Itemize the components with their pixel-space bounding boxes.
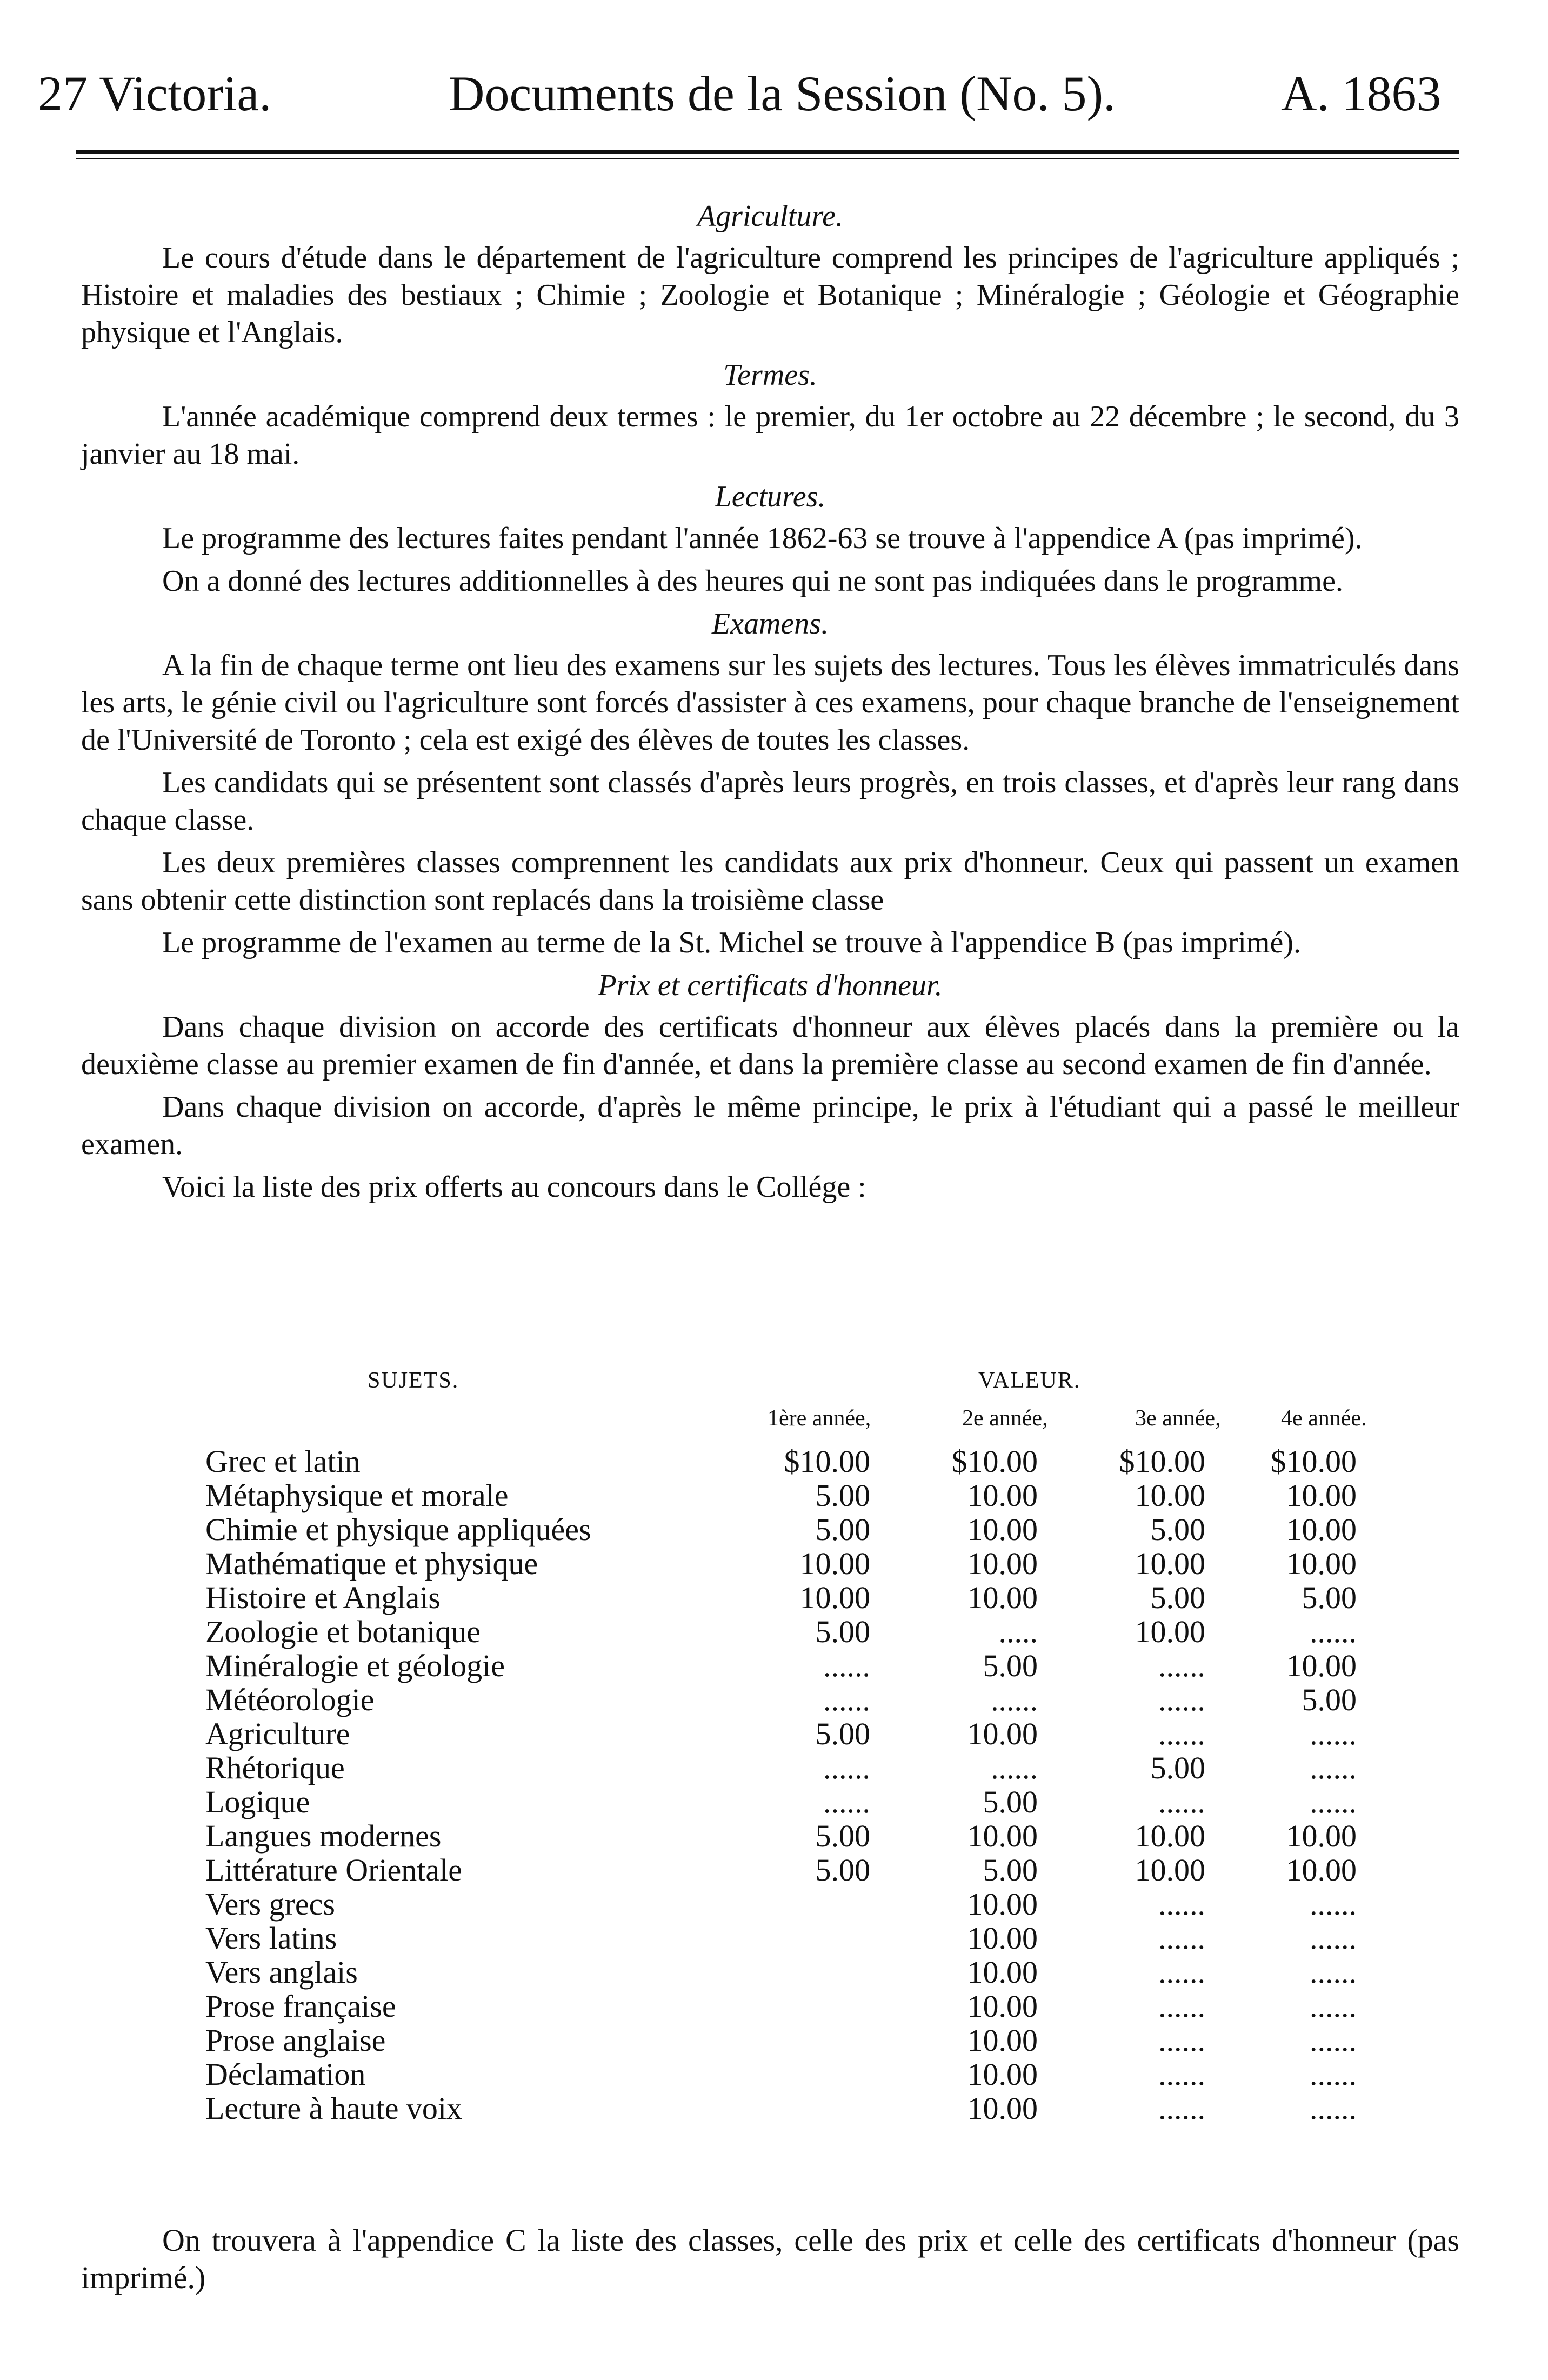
prize-table	[205, 1443, 1449, 2124]
value-cell: 5.00	[983, 1852, 1038, 1888]
value-cell: 5.00	[815, 1512, 870, 1547]
value-cell: 10.00	[967, 1921, 1038, 1956]
value-cell: $10.00	[1119, 1444, 1205, 1479]
table-row	[205, 1886, 1449, 1920]
value-cell: 10.00	[967, 2091, 1038, 2126]
table-row	[205, 2022, 1449, 2056]
value-cell: ......	[991, 1682, 1038, 1717]
table-row	[205, 1579, 1449, 1614]
value-cell: 10.00	[1135, 1818, 1205, 1854]
value-cell: ......	[1158, 1784, 1205, 1819]
value-cell: 10.00	[967, 1989, 1038, 2024]
value-column-header: VALEUR.	[978, 1368, 1081, 1393]
value-cell: ......	[1310, 1614, 1357, 1649]
value-cell: 10.00	[967, 1478, 1038, 1513]
table-row	[205, 1545, 1449, 1579]
value-cell: 10.00	[967, 1886, 1038, 1922]
value-cell: 10.00	[799, 1546, 870, 1581]
value-cell: 10.00	[1135, 1546, 1205, 1581]
value-cell: ......	[1158, 2091, 1205, 2126]
value-cell: ......	[991, 1750, 1038, 1785]
value-cell: 5.00	[1302, 1580, 1357, 1615]
table-row	[205, 1818, 1449, 1852]
value-cell: 10.00	[1286, 1546, 1357, 1581]
subject-cell: Vers anglais	[205, 1955, 358, 1990]
section-heading: Prix et certificats d'honneur.	[598, 969, 943, 1002]
subject-cell: Vers grecs	[205, 1886, 335, 1922]
value-cell: 5.00	[815, 1852, 870, 1888]
paragraph: A la fin de chaque terme ont lieu des examens sur les sujets des lectures. Tous les élèves immatriculés dans les arts, le génie civil ou l'agriculture sont forcés d'assister à ces examens, pour chaque branche de l'enseignement de l'Université de Toronto ; cela est exigé des élèves de toutes les classes.	[81, 649, 1459, 757]
value-cell: ......	[1310, 1716, 1357, 1751]
table-row	[205, 2056, 1449, 2090]
value-cell: 5.00	[1150, 1580, 1205, 1615]
value-cell: 10.00	[1286, 1818, 1357, 1854]
value-cell: ......	[823, 1648, 870, 1683]
subject-cell: Grec et latin	[205, 1444, 361, 1479]
table-row	[205, 1648, 1449, 1682]
paragraph: Le cours d'étude dans le département de l'agriculture comprend les principes de l'agriculture appliqués ; Histoire et maladies des bestiaux ; Chimie ; Zoologie et Botanique ; Minéralogie ; Géologie et Géographie physique et l'Anglais.	[81, 241, 1459, 349]
value-cell: 5.00	[815, 1614, 870, 1649]
table-row	[205, 1511, 1449, 1545]
value-cell: 10.00	[1286, 1852, 1357, 1888]
year-4-header: 4e année.	[1281, 1406, 1367, 1431]
table-row	[205, 1852, 1449, 1886]
subject-cell: Lecture à haute voix	[205, 2091, 463, 2126]
value-cell: 10.00	[1135, 1478, 1205, 1513]
value-cell: $10.00	[951, 1444, 1038, 1479]
value-cell: .....	[998, 1614, 1038, 1649]
value-cell: 10.00	[1286, 1648, 1357, 1683]
value-cell: ......	[1310, 2057, 1357, 2092]
year-2-header: 2e année,	[962, 1406, 1048, 1431]
section-heading: Examens.	[711, 607, 829, 641]
table-row	[205, 1477, 1449, 1511]
footer-note: On trouvera à l'appendice C la liste des classes, celle des prix et celle des certificats d'honneur (pas imprimé.)	[81, 2223, 1459, 2295]
value-cell: 10.00	[967, 2023, 1038, 2058]
value-cell: ......	[1158, 1648, 1205, 1683]
value-cell: $10.00	[1270, 1444, 1357, 1479]
table-row	[205, 1784, 1449, 1818]
value-cell: 10.00	[967, 1512, 1038, 1547]
paragraph: Les candidats qui se présentent sont classés d'après leurs progrès, en trois classes, et d'après leur rang dans chaque classe.	[81, 766, 1459, 837]
subject-cell: Agriculture	[205, 1716, 350, 1751]
paragraph: Le programme des lectures faites pendant l'année 1862-63 se trouve à l'appendice A (pas imprimé).	[162, 522, 1363, 555]
table-row	[205, 1750, 1449, 1784]
header-year: A. 1863	[1281, 66, 1442, 121]
value-cell: 10.00	[967, 1716, 1038, 1751]
subject-cell: Chimie et physique appliquées	[205, 1512, 591, 1547]
subject-cell: Métaphysique et morale	[205, 1478, 509, 1513]
value-cell: 5.00	[815, 1478, 870, 1513]
subject-cell: Langues modernes	[205, 1818, 442, 1854]
subject-cell: Prose anglaise	[205, 2023, 386, 2058]
value-cell: 10.00	[799, 1580, 870, 1615]
value-cell: ......	[1310, 1989, 1357, 2024]
value-cell: ......	[1158, 1921, 1205, 1956]
value-cell: ......	[1310, 2023, 1357, 2058]
value-cell: 10.00	[967, 1818, 1038, 1854]
subject-cell: Littérature Orientale	[205, 1852, 463, 1888]
subject-cell: Minéralogie et géologie	[205, 1648, 505, 1683]
value-cell: 5.00	[815, 1818, 870, 1854]
value-cell: ......	[1310, 1955, 1357, 1990]
header-rule	[76, 150, 1459, 154]
value-cell: 10.00	[1286, 1478, 1357, 1513]
table-row	[205, 2090, 1449, 2124]
paragraph: Le programme de l'examen au terme de la St. Michel se trouve à l'appendice B (pas imprimé).	[162, 926, 1301, 959]
value-cell: 5.00	[1150, 1750, 1205, 1785]
paragraph: Dans chaque division on accorde des certificats d'honneur aux élèves placés dans la première ou la deuxième classe au premier examen de fin d'année, et dans la première classe au second examen de fin d'année.	[81, 1010, 1459, 1081]
header-title: Documents de la Session (No. 5).	[449, 66, 1116, 121]
value-cell: 10.00	[967, 2057, 1038, 2092]
page-header	[38, 16, 1497, 119]
table-row	[205, 1716, 1449, 1750]
value-cell: ......	[1158, 1989, 1205, 2024]
header-volume: 27 Victoria.	[38, 66, 272, 121]
paragraph: Les deux premières classes comprennent les candidats aux prix d'honneur. Ceux qui passent un examen sans obtenir cette distinction sont replacés dans la troisième classe	[81, 846, 1459, 917]
value-cell: 5.00	[1150, 1512, 1205, 1547]
table-row	[205, 1988, 1449, 2022]
value-cell: 10.00	[967, 1546, 1038, 1581]
subject-cell: Météorologie	[205, 1682, 375, 1717]
subject-cell: Zoologie et botanique	[205, 1614, 481, 1649]
value-cell: 10.00	[967, 1955, 1038, 1990]
section-heading: Agriculture.	[697, 199, 844, 233]
value-cell: ......	[1310, 1886, 1357, 1922]
value-cell: ......	[1158, 1955, 1205, 1990]
value-cell: 10.00	[1135, 1614, 1205, 1649]
section-heading: Lectures.	[715, 480, 826, 514]
subject-cell: Vers latins	[205, 1921, 337, 1956]
subject-cell: Logique	[205, 1784, 310, 1819]
table-row	[205, 1682, 1449, 1716]
subject-cell: Mathématique et physique	[205, 1546, 538, 1581]
subject-cell: Rhétorique	[205, 1750, 345, 1785]
value-cell: ......	[1158, 2023, 1205, 2058]
paragraph: L'année académique comprend deux termes : le premier, du 1er octobre au 22 décembre ; le second, du 3 janvier au 18 mai.	[81, 400, 1459, 471]
value-cell: ......	[1158, 2057, 1205, 2092]
value-cell: $10.00	[784, 1444, 870, 1479]
header-rule-thin	[76, 158, 1459, 159]
value-cell: 5.00	[1302, 1682, 1357, 1717]
value-cell: ......	[1158, 1716, 1205, 1751]
subject-cell: Déclamation	[205, 2057, 366, 2092]
value-cell: 10.00	[1286, 1512, 1357, 1547]
value-cell: ......	[1310, 1921, 1357, 1956]
value-cell: ......	[1310, 1784, 1357, 1819]
value-cell: ......	[1158, 1886, 1205, 1922]
document-body	[81, 195, 1459, 1211]
value-cell: ......	[1310, 2091, 1357, 2126]
value-cell: 10.00	[967, 1580, 1038, 1615]
table-row	[205, 1920, 1449, 1954]
table-row	[205, 1443, 1449, 1477]
table-row	[205, 1614, 1449, 1648]
value-cell: ......	[823, 1750, 870, 1785]
paragraph: Dans chaque division on accorde, d'après le même principe, le prix à l'étudiant qui a passé le meilleur examen.	[81, 1090, 1459, 1161]
section-heading: Termes.	[723, 358, 817, 392]
year-3-header: 3e année,	[1135, 1406, 1221, 1431]
value-cell: ......	[823, 1784, 870, 1819]
value-cell: ......	[823, 1682, 870, 1717]
subject-cell: Prose française	[205, 1989, 396, 2024]
paragraph: Voici la liste des prix offerts au concours dans le Collége :	[162, 1170, 866, 1204]
value-cell: 10.00	[1135, 1852, 1205, 1888]
value-cell: 5.00	[983, 1648, 1038, 1683]
value-cell: ......	[1158, 1682, 1205, 1717]
value-cell: ......	[1310, 1750, 1357, 1785]
year-1-header: 1ère année,	[768, 1406, 871, 1431]
subjects-column-header: SUJETS.	[368, 1368, 459, 1393]
value-cell: 5.00	[983, 1784, 1038, 1819]
table-row	[205, 1954, 1449, 1988]
subject-cell: Histoire et Anglais	[205, 1580, 441, 1615]
value-cell: 5.00	[815, 1716, 870, 1751]
paragraph: On a donné des lectures additionnelles à des heures qui ne sont pas indiquées dans le programme.	[162, 564, 1343, 598]
